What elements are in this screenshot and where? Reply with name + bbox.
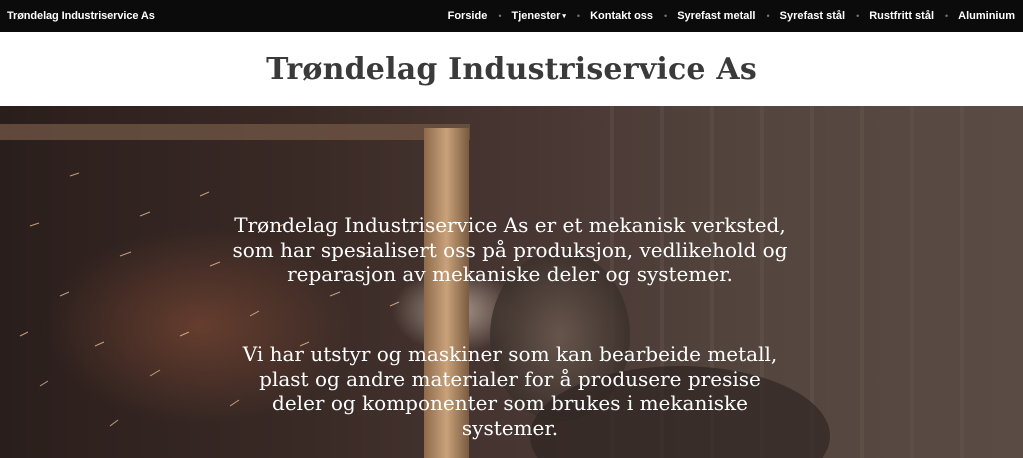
nav-item-tjenester[interactable]: Tjenester ▾ [511,10,566,22]
chevron-down-icon: ▾ [562,13,566,20]
nav-item-syrefast-stal[interactable]: Syrefast stål [779,10,846,22]
hero-banner [0,106,1023,458]
site-brand-link[interactable]: Trøndelag Industriservice As [7,10,155,22]
nav-separator: • [498,11,502,21]
nav-separator: • [945,11,949,21]
nav-item-forside[interactable]: Forside [447,10,488,22]
nav-item-syrefast-metall[interactable]: Syrefast metall [677,10,756,22]
nav-separator: • [856,11,860,21]
main-menu [448,10,1015,22]
nav-separator: • [766,11,770,21]
nav-separator: • [576,11,581,21]
nav-separator: • [664,11,668,21]
top-navigation-bar [0,0,1023,32]
hero-paragraph-1: Trøndelag Industriservice As er et mekanisk verksted, som har spesialisert oss på produksjon, vedlikehold og reparasjon av mekaniske deler og systemer. [232,213,788,286]
nav-item-aluminium[interactable]: Aluminium [958,10,1015,22]
site-header [0,32,1023,106]
nav-item-rustfritt-stal[interactable]: Rustfritt stål [869,10,934,22]
page-title: Trøndelag Industriservice As [266,51,757,87]
hero-paragraph-2: Vi har utstyr og maskiner som kan bearbeide metall, plast og andre materialer for å produsere presise deler og komponenter som brukes i mekaniske systemer. [242,342,778,440]
nav-item-kontakt-oss[interactable]: Kontakt oss [590,10,654,22]
